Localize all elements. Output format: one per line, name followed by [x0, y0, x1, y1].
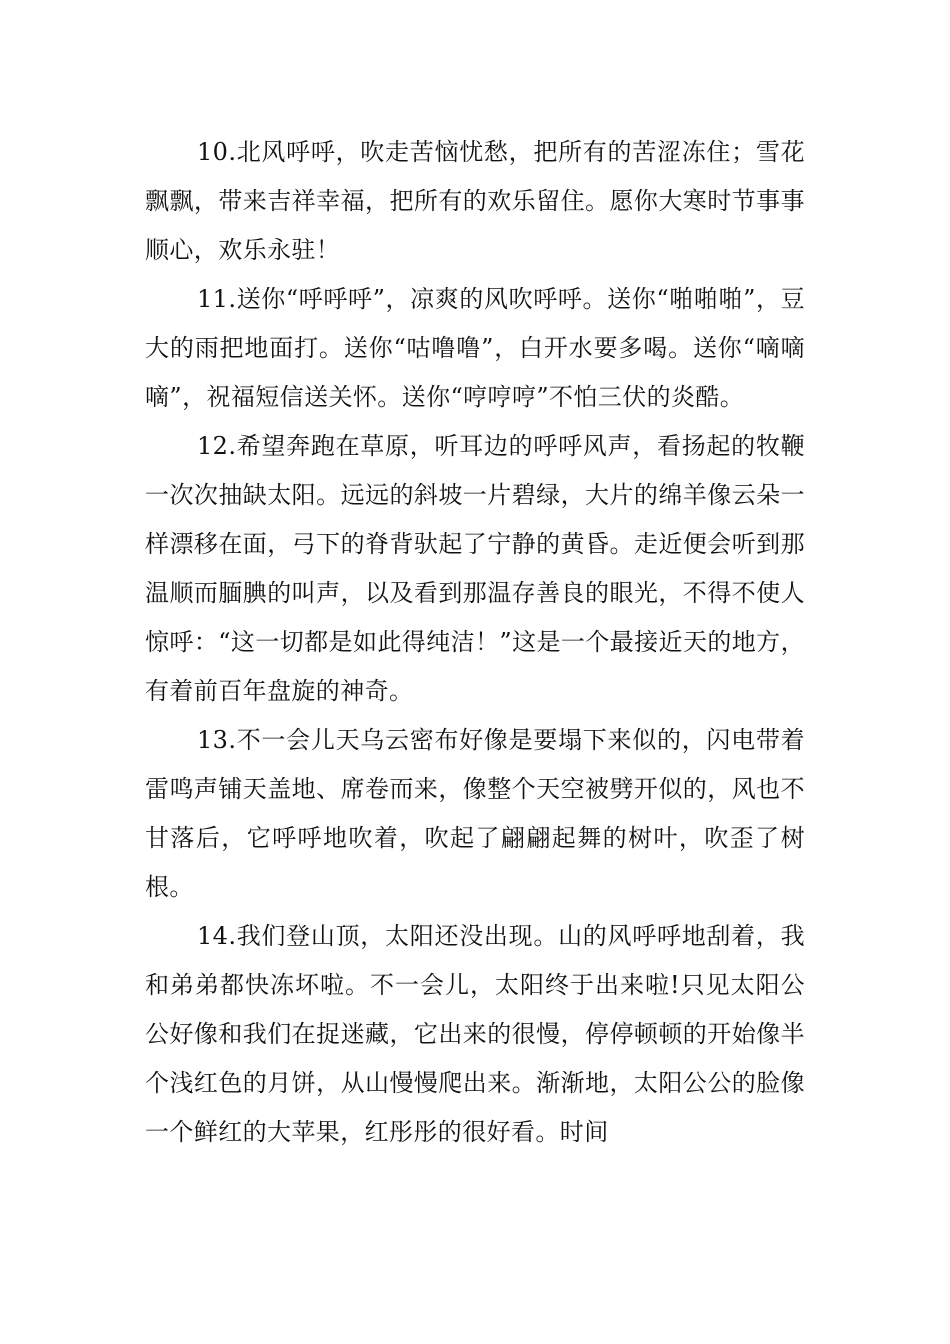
paragraph-10: 10.北风呼呼，吹走苦恼忧愁，把所有的苦涩冻住；雪花飘飘，带来吉祥幸福，把所有的欢乐留住。愿你大寒时节事事顺心，欢乐永驻！: [145, 138, 805, 264]
paragraph-14: 14.我们登山顶，太阳还没出现。山的风呼呼地刮着，我和弟弟都快冻坏啦。不一会儿，太阳终于出来啦!只见太阳公公好像和我们在捉迷藏，它出来的很慢，停停顿顿的开始像半个浅红色的月饼，从山慢慢爬出来。渐渐地，太阳公公的脸像一个鲜红的大苹果，红彤彤的很好看。时间: [145, 922, 805, 1146]
paragraph-11: 11.送你“呼呼呼”，凉爽的风吹呼呼。送你“啪啪啪”，豆大的雨把地面打。送你“咕噜噜”，白开水要多喝。送你“嘀嘀嘀”，祝福短信送关怀。送你“哼哼哼”不怕三伏的炎酷。: [145, 285, 805, 411]
document-page: [145, 128, 805, 1157]
paragraph-12: 12.希望奔跑在草原，听耳边的呼呼风声，看扬起的牧鞭一次次抽缺太阳。远远的斜坡一片碧绿，大片的绵羊像云朵一样漂移在面，弓下的脊背驮起了宁静的黄昏。走近便会听到那温顺而腼腆的叫声，以及看到那温存善良的眼光，不得不使人惊呼：“这一切都是如此得纯洁！”这是一个最接近天的地方，有着前百年盘旋的神奇。: [145, 432, 805, 705]
paragraph-13: 13.不一会儿天乌云密布好像是要塌下来似的，闪电带着雷鸣声铺天盖地、席卷而来，像整个天空被劈开似的，风也不甘落后，它呼呼地吹着，吹起了翩翩起舞的树叶，吹歪了树根。: [145, 726, 805, 901]
